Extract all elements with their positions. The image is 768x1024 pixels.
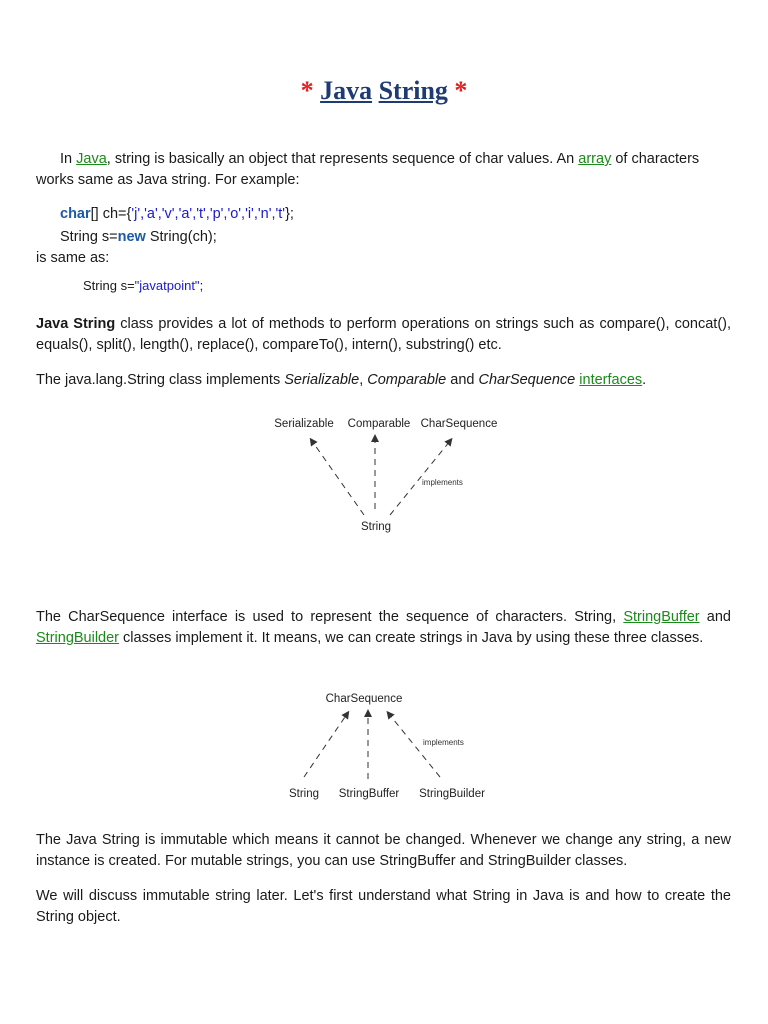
stringbuilder-link[interactable]: StringBuilder <box>36 630 120 646</box>
intro-paragraph <box>36 149 731 191</box>
string-label: String <box>360 521 392 533</box>
java-string-bold: Java String <box>36 316 116 332</box>
title-word-java: Java <box>320 76 373 105</box>
title-word-string: String <box>378 76 448 105</box>
comparable-italic: Comparable <box>367 372 447 388</box>
string-implements-diagram <box>260 405 520 540</box>
char-literals: 'j','a','v','a','t','p','o','i','n','t' <box>131 206 286 222</box>
implements-label: implements <box>422 478 463 487</box>
page-title <box>0 76 768 106</box>
text: and <box>446 372 479 388</box>
stringbuilder-label: StringBuilder <box>419 788 485 800</box>
text: , <box>359 372 368 388</box>
code-line-char-array <box>60 204 294 225</box>
code-text: String s= <box>60 229 118 245</box>
serializable-label: Serializable <box>274 418 334 430</box>
keyword-char: char <box>60 206 91 222</box>
keyword-new: new <box>117 229 146 245</box>
implements-label: implements <box>423 738 464 747</box>
intro-text-1: In <box>60 151 77 167</box>
string-literal: "javatpoint" <box>134 278 200 293</box>
interfaces-link[interactable]: interfaces <box>579 372 643 388</box>
code-text: String s= <box>83 278 135 293</box>
title-star-right: * <box>454 76 468 105</box>
text: and <box>699 609 731 625</box>
immutable-paragraph: The Java String is immutable which means it cannot be changed. Whenever we change any string, a new instance is created. For mutable strings, you can use StringBuffer and StringBuilder classes. <box>36 832 731 869</box>
methods-text: class provides a lot of methods to perform operations on strings such as compare(), concat(), equals(), split(), length(), replace(), compareTo(), intern(), substring() etc. <box>36 316 732 353</box>
implements-paragraph <box>36 370 731 391</box>
arrow-from-string <box>304 714 347 777</box>
text: The CharSequence interface is used to represent the sequence of characters. String, <box>36 609 624 625</box>
charsequence-paragraph <box>36 607 731 649</box>
code-text: String(ch); <box>145 229 217 245</box>
charsequence-italic: CharSequence <box>478 372 576 388</box>
intro-text-3: of characters works same as Java string. For example: <box>36 151 700 188</box>
code-text: [] ch={ <box>90 206 132 222</box>
string-label: String <box>288 788 320 800</box>
java-link[interactable]: Java <box>76 151 107 167</box>
stringbuffer-label: StringBuffer <box>338 788 400 800</box>
code-text: }; <box>285 206 294 222</box>
text: classes implement it. It means, we can create strings in Java by using these three classes. <box>119 630 704 646</box>
serializable-italic: Serializable <box>284 372 360 388</box>
discuss-paragraph: We will discuss immutable string later. Let's first understand what String in Java is and how to create the String object. <box>36 888 731 925</box>
text: . <box>642 372 647 388</box>
comparable-label: Comparable <box>347 418 411 430</box>
charsequence-implementations-diagram <box>270 685 500 810</box>
arrow-to-serializable <box>312 441 364 515</box>
charsequence-label: CharSequence <box>325 693 403 705</box>
methods-paragraph <box>36 314 731 356</box>
code-line-string-literal <box>83 278 203 293</box>
array-link[interactable]: array <box>578 151 612 167</box>
stringbuffer-link[interactable]: StringBuffer <box>623 609 700 625</box>
code-text: ; <box>199 278 204 293</box>
same-as-text: is same as: <box>36 250 110 266</box>
charsequence-label: CharSequence <box>420 418 498 430</box>
code-line-new-string <box>60 227 217 248</box>
title-star-left: * <box>300 76 314 105</box>
intro-text-2: , string is basically an object that represents sequence of char values. An <box>106 151 579 167</box>
text: The java.lang.String class implements <box>36 372 285 388</box>
